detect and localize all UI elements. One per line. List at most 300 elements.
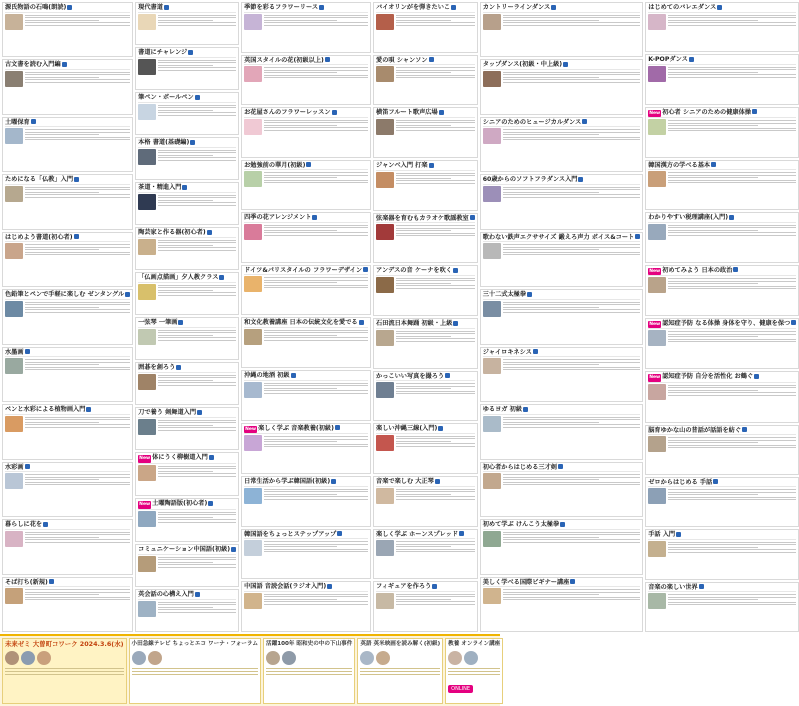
course-title (5, 291, 130, 300)
course-title (648, 109, 796, 119)
course-title (376, 320, 475, 329)
course-photo (376, 172, 394, 188)
course-title (5, 349, 130, 358)
course-card[interactable] (373, 318, 478, 369)
course-title-text: 中国語 音読会話(ラジオ入門) (244, 583, 327, 591)
course-card[interactable] (645, 2, 799, 52)
course-card[interactable] (645, 160, 799, 210)
course-description (396, 14, 475, 30)
course-card[interactable] (241, 55, 371, 106)
course-description (668, 593, 796, 609)
level-icon (527, 292, 532, 297)
course-card[interactable] (373, 55, 478, 106)
course-title (376, 425, 475, 434)
course-card[interactable] (241, 2, 371, 53)
course-card[interactable] (373, 581, 478, 632)
new-badge: New (649, 321, 661, 327)
course-description (396, 277, 475, 293)
course-title (483, 119, 640, 128)
course-description (158, 556, 236, 572)
course-title (244, 531, 368, 540)
level-icon (197, 410, 202, 415)
course-title-text: 60歳からのソフトフラダンス入門 (482, 176, 578, 184)
level-icon (445, 373, 450, 378)
course-card[interactable] (135, 362, 239, 405)
course-description (396, 382, 475, 398)
course-photo (648, 14, 666, 30)
course-photo (648, 488, 666, 504)
level-icon (125, 292, 130, 297)
course-title-text: 日常生活から学ぶ韓国語(初級) (244, 478, 331, 486)
feature-title: 小田急線テレビ ちょっとエコ ワーナ・フォーラム (131, 641, 259, 647)
course-description (668, 541, 796, 557)
course-description (396, 488, 475, 504)
course-title-text: 季節を彩るフラワーリース (244, 4, 319, 11)
course-description (668, 66, 796, 82)
course-title (483, 291, 640, 300)
course-column (373, 2, 478, 632)
course-photo (648, 277, 666, 293)
course-description (158, 511, 236, 527)
feature-description (360, 668, 440, 675)
level-icon (74, 177, 79, 182)
course-card[interactable] (2, 404, 133, 459)
course-description (668, 119, 796, 135)
course-title-text: 弦楽器を育むもカラオケ歌謡教室 (376, 214, 469, 222)
course-title-text: そば打ち(新規) (5, 578, 48, 586)
course-description (668, 171, 796, 187)
course-card[interactable] (645, 477, 799, 527)
level-icon (86, 407, 91, 412)
course-title (648, 162, 796, 171)
course-card[interactable] (2, 289, 133, 344)
course-card[interactable] (2, 519, 133, 574)
course-description (264, 540, 368, 556)
course-photo (138, 14, 156, 30)
course-card[interactable] (480, 577, 643, 632)
course-description (503, 588, 640, 604)
course-photo (483, 128, 501, 144)
course-title (244, 425, 368, 435)
level-icon (188, 50, 193, 55)
course-card[interactable] (645, 582, 799, 632)
course-photo (483, 14, 501, 30)
level-icon (335, 425, 340, 430)
course-description (264, 488, 368, 504)
course-card[interactable] (135, 544, 239, 587)
course-card[interactable] (241, 370, 371, 421)
course-title (483, 579, 640, 588)
course-title-text: 横笛フルート歌声広場 (376, 109, 438, 117)
feature-card[interactable] (129, 638, 262, 704)
feature-title: 活躍100年 昭和史の中の下山事件 (266, 641, 353, 647)
course-description (25, 416, 130, 432)
course-card[interactable] (373, 107, 478, 158)
course-description (158, 465, 236, 481)
level-icon (49, 579, 54, 584)
course-card[interactable] (645, 54, 799, 104)
course-description (264, 435, 368, 451)
course-photo (376, 119, 394, 135)
course-title (483, 61, 640, 70)
course-photo (5, 531, 23, 547)
course-photo (244, 435, 262, 451)
course-title (483, 349, 640, 358)
course-title (376, 531, 475, 540)
course-card[interactable] (480, 289, 643, 344)
course-card[interactable] (480, 404, 643, 459)
course-card[interactable] (135, 47, 239, 90)
course-card[interactable] (135, 317, 239, 360)
feature-title: 教養 オンライン講座 (448, 641, 501, 647)
course-card[interactable] (2, 577, 133, 632)
course-title-text: 美しく学べる国際ビギナー講座 (482, 578, 570, 586)
course-card[interactable] (373, 529, 478, 580)
course-description (25, 243, 130, 259)
course-description (396, 435, 475, 451)
course-title (138, 409, 236, 418)
course-card[interactable] (135, 137, 239, 180)
course-description (158, 601, 236, 617)
course-description (396, 172, 475, 188)
level-icon (291, 373, 296, 378)
course-photo (138, 194, 156, 210)
course-card[interactable] (480, 59, 643, 114)
feature-card[interactable] (263, 638, 355, 704)
course-photo (483, 531, 501, 547)
course-card[interactable] (373, 2, 478, 53)
course-title (5, 176, 130, 185)
level-icon (208, 501, 213, 506)
course-title-text: 刀で養う 剣舞道入門 (138, 409, 197, 416)
course-card[interactable] (135, 407, 239, 450)
course-card[interactable] (645, 265, 799, 316)
course-card[interactable] (645, 318, 799, 369)
course-photo (376, 540, 394, 556)
level-icon (209, 455, 214, 460)
level-icon (74, 234, 79, 239)
course-title (648, 4, 796, 13)
course-photo (648, 66, 666, 82)
course-title (376, 478, 475, 487)
level-icon (327, 584, 332, 589)
course-card[interactable] (645, 107, 799, 158)
course-title-text: 初心者からはじめる三才剣 (482, 463, 557, 471)
course-description (158, 374, 236, 390)
course-photo (483, 301, 501, 317)
course-description (25, 14, 130, 30)
course-card[interactable] (2, 174, 133, 229)
level-icon (432, 584, 437, 589)
course-card[interactable] (373, 476, 478, 527)
course-title (376, 57, 475, 66)
course-card[interactable] (480, 462, 643, 517)
course-description (264, 119, 368, 135)
course-title-text: 英国スタイルの花(初級以上) (244, 56, 324, 64)
course-card[interactable] (135, 2, 239, 45)
course-title (5, 119, 130, 128)
course-title-text: 楽しく学ぶ 音楽教養(初級) (258, 424, 334, 432)
course-title (648, 427, 796, 436)
feature-description (266, 668, 352, 675)
course-title (244, 478, 368, 487)
level-icon (164, 5, 169, 10)
course-description (503, 71, 640, 87)
level-icon (363, 267, 368, 272)
course-description (668, 330, 796, 346)
course-card[interactable] (2, 117, 133, 172)
course-card[interactable] (241, 476, 371, 527)
course-title-text: かっこいい写真を撮ろう (376, 372, 445, 380)
level-icon (231, 547, 236, 552)
feature-card[interactable] (445, 638, 503, 704)
course-description (264, 382, 368, 398)
level-icon (439, 110, 444, 115)
course-title-text: ゆるヨガ 初級 (482, 406, 523, 414)
course-title (138, 319, 236, 328)
course-title (483, 4, 640, 13)
course-card[interactable] (2, 347, 133, 402)
level-icon (713, 479, 718, 484)
course-card[interactable] (645, 212, 799, 262)
course-title-text: 音楽で楽しむ 大正琴 (376, 478, 434, 486)
level-icon (563, 62, 568, 67)
course-card[interactable] (2, 59, 133, 114)
course-card[interactable] (241, 107, 371, 158)
course-description (158, 14, 236, 30)
course-card[interactable] (645, 425, 799, 475)
course-description (396, 540, 475, 556)
course-column (645, 2, 799, 632)
course-description (158, 104, 236, 120)
course-title-text: 韓国語をちょっとステップアップ (244, 530, 337, 538)
course-title (648, 531, 796, 540)
course-photo (376, 435, 394, 451)
course-title (244, 57, 368, 66)
level-icon (332, 110, 337, 115)
course-description (503, 128, 640, 144)
level-icon (207, 230, 212, 235)
level-icon (319, 5, 324, 10)
course-title (244, 4, 368, 13)
level-icon (31, 119, 36, 124)
course-title (138, 274, 236, 283)
lecturer-photo (148, 651, 162, 665)
course-title (648, 214, 796, 223)
course-title-text: タップダンス(初級・中上級) (482, 61, 563, 69)
course-photo (244, 276, 262, 292)
level-icon (676, 532, 681, 537)
course-title-text: ゼロからはじめる 手話 (648, 478, 713, 486)
feature-description (448, 668, 500, 675)
level-icon (578, 177, 583, 182)
course-card[interactable] (645, 529, 799, 579)
course-photo (648, 541, 666, 557)
level-icon (435, 479, 440, 484)
course-title-text: ジャイロキネシス (482, 348, 532, 356)
course-card[interactable] (373, 160, 478, 211)
level-icon (182, 185, 187, 190)
course-title-text: 認知症予防 自分を活性化 お鶴ぐ (662, 373, 754, 381)
course-description (158, 194, 236, 210)
course-description (396, 330, 475, 346)
course-photo (5, 588, 23, 604)
course-photo (138, 465, 156, 481)
course-photo (376, 277, 394, 293)
course-description (25, 128, 130, 144)
course-title (5, 406, 130, 415)
level-icon (337, 531, 342, 536)
new-badge: New (649, 268, 661, 274)
level-icon (429, 57, 434, 62)
lecturer-photo (360, 651, 374, 665)
course-title-text: 愛の唄 シャンソン (376, 56, 428, 64)
course-card[interactable] (373, 265, 478, 316)
course-title (244, 319, 368, 328)
course-card[interactable] (135, 92, 239, 135)
course-title (138, 94, 236, 103)
course-card[interactable] (480, 519, 643, 574)
course-description (264, 66, 368, 82)
feature-card[interactable] (357, 638, 443, 704)
course-description (25, 531, 130, 547)
course-title-text: 水墨画 (5, 348, 24, 356)
course-card[interactable] (241, 160, 371, 211)
course-title-text: 楽しい沖縄三線(入門) (376, 425, 438, 433)
level-icon (195, 592, 200, 597)
course-photo (376, 593, 394, 609)
course-photo (483, 186, 501, 202)
level-icon (43, 522, 48, 527)
course-photo (244, 119, 262, 135)
course-title (648, 267, 796, 277)
level-icon (429, 163, 434, 168)
course-card[interactable] (135, 182, 239, 225)
course-card[interactable] (241, 529, 371, 580)
course-photo (648, 384, 666, 400)
course-photo (244, 329, 262, 345)
course-card[interactable] (480, 232, 643, 287)
course-card[interactable] (241, 423, 371, 475)
course-card[interactable] (135, 589, 239, 632)
course-title (5, 234, 130, 243)
course-title-text: 四季の花アレンジメント (244, 214, 312, 222)
course-photo (648, 330, 666, 346)
level-icon (711, 162, 716, 167)
course-description (396, 224, 475, 240)
course-description (503, 243, 640, 259)
level-icon (551, 5, 556, 10)
course-card[interactable] (480, 117, 643, 172)
course-card[interactable] (480, 174, 643, 229)
level-icon (470, 215, 475, 220)
course-title-text: 「仏画点描画」夕人教クラス (138, 274, 219, 281)
course-card[interactable] (241, 265, 371, 316)
feature-title: 未来ゼミ 大曽町コワーク 2024.3.6(水) (5, 640, 124, 648)
course-card[interactable] (135, 272, 239, 315)
course-title-text: 沖縄の地酒 初級 (244, 372, 290, 380)
course-title (648, 320, 796, 330)
level-icon (195, 95, 200, 100)
course-photo (376, 382, 394, 398)
course-card[interactable] (480, 347, 643, 402)
feature-card[interactable] (2, 638, 127, 704)
course-card[interactable] (135, 498, 239, 542)
course-photo (244, 14, 262, 30)
course-title (138, 229, 236, 238)
course-photo (648, 593, 666, 609)
course-card[interactable] (241, 212, 371, 263)
level-icon (754, 374, 759, 379)
course-photo (483, 588, 501, 604)
course-card[interactable] (645, 371, 799, 422)
course-card[interactable] (2, 232, 133, 287)
level-icon (459, 531, 464, 536)
lecturer-photo (282, 651, 296, 665)
bottom-feature-strip (0, 634, 500, 706)
course-card[interactable] (2, 462, 133, 517)
level-icon (752, 109, 757, 114)
course-photo (138, 284, 156, 300)
course-title-text: 土曜陶語版(初心者) (152, 500, 208, 507)
course-photo (244, 171, 262, 187)
course-description (264, 171, 368, 187)
level-icon (62, 62, 67, 67)
level-icon (729, 215, 734, 220)
lecturer-photo (5, 651, 19, 665)
course-title (376, 267, 475, 276)
course-photo (138, 239, 156, 255)
course-description (668, 277, 796, 293)
course-card[interactable] (373, 423, 478, 474)
course-title-text: 初めて学ぶ けんこう太極拳 (482, 521, 560, 529)
course-card[interactable] (135, 452, 239, 496)
course-title (138, 184, 236, 193)
course-card[interactable] (135, 227, 239, 270)
course-title-text: 初めてみよう 日本の政治 (662, 266, 733, 274)
course-photo (648, 171, 666, 187)
level-icon (306, 162, 311, 167)
course-photo (483, 358, 501, 374)
course-photo (483, 416, 501, 432)
course-card[interactable] (373, 371, 478, 422)
course-description (25, 588, 130, 604)
level-icon (689, 57, 694, 62)
course-title-text: 体にうく柳樹道入門 (152, 454, 208, 461)
course-card[interactable] (480, 2, 643, 57)
course-title-text: 三十二式太極拳 (482, 291, 527, 299)
course-photo (244, 593, 262, 609)
course-description (264, 276, 368, 292)
course-card[interactable] (241, 581, 371, 632)
course-photo (5, 358, 23, 374)
course-title (138, 454, 236, 464)
course-title-text: 色鉛筆とペンで手軽に楽しむ ゼンタングル (5, 291, 125, 299)
course-title-text: アンデスの音 ケーナを吹く (376, 267, 452, 275)
course-photo (376, 224, 394, 240)
course-photo (244, 224, 262, 240)
course-card[interactable] (2, 2, 133, 57)
course-title-text: 歌わない鉄声エクササイズ 鍛えろ声力 ボイス&コート (482, 233, 635, 241)
course-grid (2, 2, 791, 632)
course-title-text: 茶道・精進入門 (138, 184, 182, 191)
course-description (503, 531, 640, 547)
course-card[interactable] (241, 317, 371, 368)
course-title-text: 土曜保育 (5, 118, 30, 126)
course-card[interactable] (373, 213, 478, 264)
course-title-text: ペンと水彩による植物画入門 (5, 406, 86, 414)
course-description (25, 186, 130, 202)
